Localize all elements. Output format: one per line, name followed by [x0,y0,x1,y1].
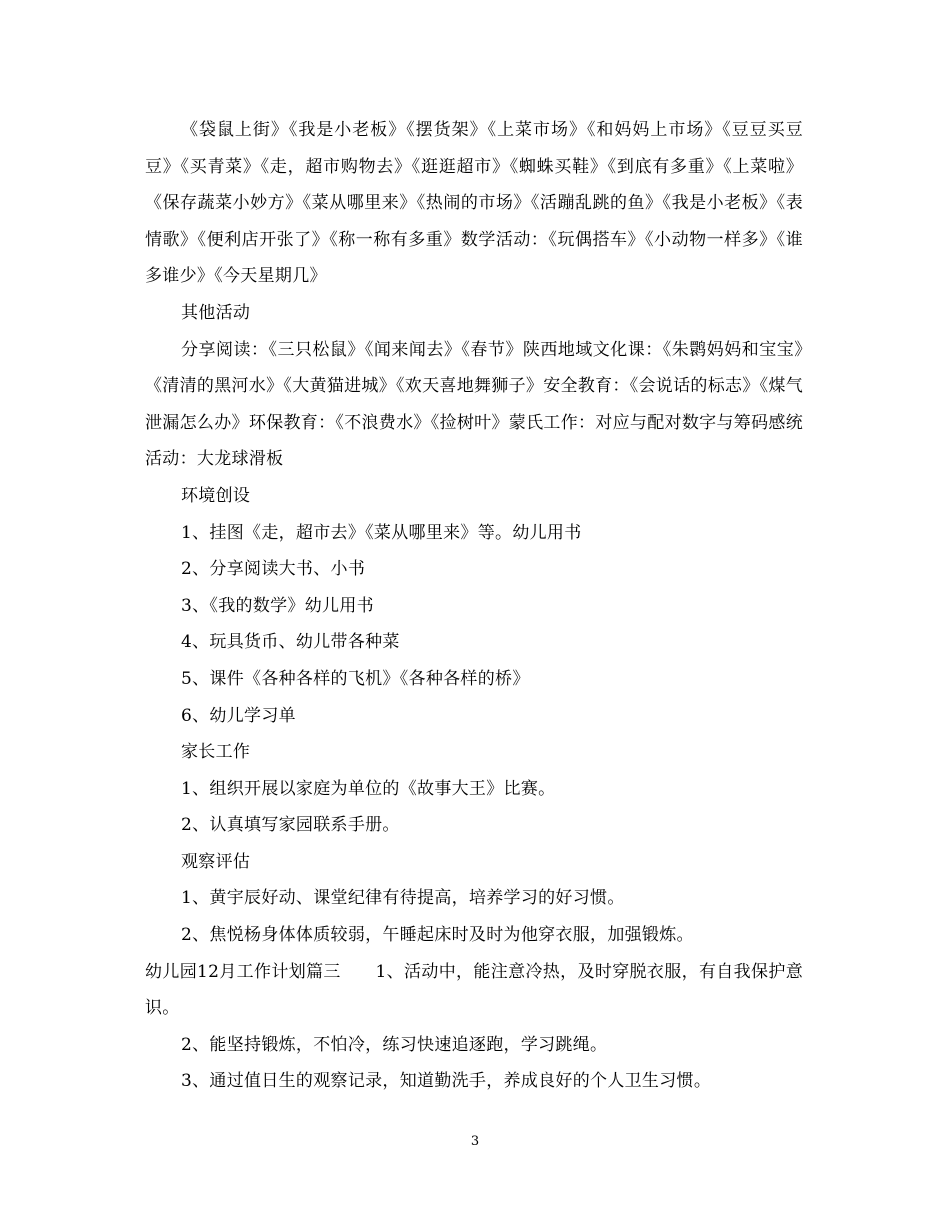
list-item-plan-2: 2、能坚持锻炼，不怕冷，练习快速追逐跑，学习跳绳。 [181,1034,608,1055]
page-number: 3 [470,1134,480,1149]
list-item-environment-2: 2、分享阅读大书、小书 [181,559,366,580]
list-item-parent-2: 2、认真填写家园联系手册。 [181,815,400,836]
list-item-environment-1: 1、挂图《走，超市去》《菜从哪里来》等。幼儿用书 [181,522,582,543]
list-item-observation-2: 2、焦悦杨身体体质较弱，午睡起床时及时为他穿衣服，加强锻炼。 [181,925,694,946]
list-item-plan-3: 3、通过值日生的观察记录，知道勤洗手，养成良好的个人卫生习惯。 [181,1071,712,1092]
heading-environment: 环境创设 [181,485,251,506]
list-item-environment-3: 3、《我的数学》幼儿用书 [181,595,374,616]
paragraph-activity-list: 《袋鼠上街》《我是小老板》《摆货架》《上菜市场》《和妈妈上市场》《豆豆买豆豆》《买青菜》《走，超市购物去》《逛逛超市》《蜘蛛买鞋》《到底有多重》《上菜啦》《保存蔬菜小妙方》《菜从哪里来》《热闹的市场》《活蹦乱跳的鱼》《我是小老板》《表情歌》《便利店开张了》《称一称有多重》数学活动：《玩偶搭车》《小动物一样多》《谁多谁少》《今天星期几》 [145,120,803,287]
paragraph-shared-reading: 分享阅读：《三只松鼠》《闻来闻去》《春节》陕西地域文化课：《朱鹮妈妈和宝宝》《清清的黑河水》《大黄猫进城》《欢天喜地舞狮子》安全教育：《会说话的标志》《煤气泄漏怎么办》环保教育：《不浪费水》《捡树叶》蒙氏工作：对应与配对数字与筹码感统活动：大龙球滑板 [145,339,803,470]
list-item-environment-6: 6、幼儿学习单 [181,705,296,726]
heading-other-activities: 其他活动 [181,302,251,323]
list-item-observation-1: 1、黄宇辰好动、课堂纪律有待提高，培养学习的好习惯。 [181,888,625,909]
list-item-parent-1: 1、组织开展以家庭为单位的《故事大王》比赛。 [181,778,556,799]
heading-parent-work: 家长工作 [181,742,251,763]
list-item-environment-4: 4、玩具货币、幼儿带各种菜 [181,632,400,653]
list-item-environment-5: 5、课件《各种各样的飞机》《各种各样的桥》 [181,668,530,689]
heading-observation: 观察评估 [181,851,251,872]
paragraph-plan-part-three: 幼儿园12月工作计划篇三 1、活动中，能注意冷热，及时穿脱衣服，有自我保护意识。 [145,961,803,1019]
document-body [145,112,803,1100]
